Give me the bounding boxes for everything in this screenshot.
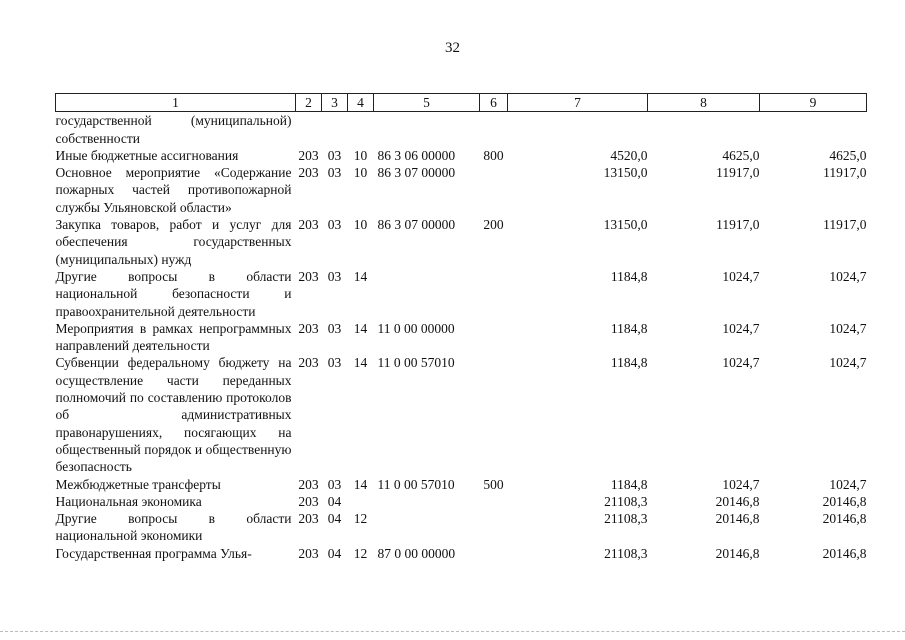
row-value-7: 21108,3 <box>604 493 648 509</box>
row-col-3: 04 <box>327 511 342 527</box>
row-col-4: 10 <box>353 217 368 233</box>
row-type-code <box>480 354 508 475</box>
row-col-2: 203 <box>298 165 319 181</box>
row-col-2: 203 <box>298 545 319 561</box>
row-name: Закупка товаров, работ и услуг для обеспечения государственных (муниципальных) нужд <box>55 217 292 267</box>
table-row <box>56 354 867 475</box>
header-col-8: 8 <box>648 94 760 112</box>
row-col-2: 203 <box>298 476 319 492</box>
row-col-4: 12 <box>353 545 368 561</box>
row-value-7: 21108,3 <box>604 545 648 561</box>
table-row <box>56 476 867 493</box>
row-col-2: 203 <box>298 217 319 233</box>
row-name: Другие вопросы в области национальной безопасности и правоохранительной деятельности <box>55 268 292 319</box>
row-value-7: 4520,0 <box>610 147 648 163</box>
row-col-4: 14 <box>353 320 368 336</box>
row-col-2: 203 <box>298 147 319 163</box>
row-value-7: 1184,8 <box>610 476 648 492</box>
row-col-4 <box>348 493 374 510</box>
table-row <box>56 493 867 510</box>
row-col-4: 10 <box>353 165 368 181</box>
table-row <box>56 216 867 268</box>
row-type-code: 200 <box>483 217 504 233</box>
row-target-code <box>374 112 480 147</box>
row-type-code <box>480 112 508 147</box>
row-target-code: 11 0 00 57010 <box>377 476 455 492</box>
header-col-6: 6 <box>480 94 508 112</box>
row-value-9: 20146,8 <box>822 545 867 561</box>
budget-table-container <box>55 93 867 562</box>
row-target-code: 86 3 07 00000 <box>377 165 456 181</box>
row-col-4 <box>348 112 374 147</box>
row-col-2 <box>296 112 322 147</box>
row-value-8: 20146,8 <box>715 511 760 527</box>
row-col-3: 03 <box>327 355 342 371</box>
row-col-3: 03 <box>327 268 342 284</box>
row-type-code <box>480 320 508 355</box>
row-target-code <box>374 268 480 320</box>
row-col-3: 03 <box>327 476 342 492</box>
header-col-7: 7 <box>508 94 648 112</box>
row-name: Государственная программа Улья- <box>55 545 252 561</box>
row-name: государственной (муниципальной) собственности <box>55 113 292 146</box>
row-target-code: 86 3 06 00000 <box>377 147 456 163</box>
row-value-7: 13150,0 <box>603 217 648 233</box>
row-col-4: 14 <box>353 268 368 284</box>
table-row <box>56 545 867 562</box>
row-target-code: 11 0 00 57010 <box>377 355 455 371</box>
row-value-9: 1024,7 <box>829 268 867 284</box>
row-name: Иные бюджетные ассигнования <box>55 147 239 163</box>
row-col-4: 14 <box>353 476 368 492</box>
row-value-9: 20146,8 <box>822 511 867 527</box>
row-col-4: 10 <box>353 147 368 163</box>
row-value-8: 1024,7 <box>722 355 760 371</box>
row-value-9: 4625,0 <box>829 147 867 163</box>
header-col-9: 9 <box>760 94 867 112</box>
row-target-code: 87 0 00 00000 <box>377 545 456 561</box>
page-number: 32 <box>445 40 460 56</box>
row-col-2: 203 <box>298 268 319 284</box>
row-col-3: 04 <box>327 493 342 509</box>
row-type-code <box>480 164 508 216</box>
row-name: Мероприятия в рамках непрограммных направлений деятельности <box>55 320 292 354</box>
row-value-8 <box>648 112 760 147</box>
row-value-8: 1024,7 <box>722 476 760 492</box>
row-value-9: 20146,8 <box>822 493 867 509</box>
row-value-8: 1024,7 <box>722 320 760 336</box>
row-value-9: 11917,0 <box>823 217 867 233</box>
row-type-code <box>480 268 508 320</box>
row-name: Субвенции федеральному бюджету на осуществление части переданных полномочий по составлению протоколов об административных правонарушениях, посягающих на общественный порядок и общественную безопасность <box>55 355 292 475</box>
row-col-3: 03 <box>327 147 342 163</box>
row-name: Межбюджетные трансферты <box>55 476 221 492</box>
row-value-7: 1184,8 <box>610 355 648 371</box>
row-col-4: 12 <box>353 511 368 527</box>
table-row <box>56 320 867 355</box>
row-type-code: 800 <box>483 147 504 163</box>
row-target-code: 86 3 07 00000 <box>377 217 456 233</box>
row-target-code: 11 0 00 00000 <box>377 320 455 336</box>
row-value-8: 11917,0 <box>716 217 760 233</box>
row-name: Основное мероприятие «Содержание пожарных частей противопожарной службы Ульяновской области» <box>55 165 292 215</box>
budget-table <box>55 93 867 562</box>
row-value-9: 1024,7 <box>829 320 867 336</box>
row-col-2: 203 <box>298 493 319 509</box>
row-name: Национальная экономика <box>55 493 202 509</box>
table-row <box>56 164 867 216</box>
row-type-code: 500 <box>483 476 504 492</box>
row-value-8: 4625,0 <box>722 147 760 163</box>
page-bottom-edge <box>0 631 905 632</box>
row-target-code <box>374 493 480 510</box>
row-col-3: 04 <box>327 545 342 561</box>
row-col-3 <box>322 112 348 147</box>
row-value-8: 1024,7 <box>722 268 760 284</box>
row-value-7: 1184,8 <box>610 320 648 336</box>
row-col-3: 03 <box>327 320 342 336</box>
row-value-8: 11917,0 <box>716 165 760 181</box>
header-col-3: 3 <box>322 94 348 112</box>
row-type-code <box>480 493 508 510</box>
row-value-8: 20146,8 <box>715 493 760 509</box>
row-value-9: 1024,7 <box>829 355 867 371</box>
header-col-1: 1 <box>56 94 296 112</box>
row-value-7 <box>508 112 648 147</box>
row-value-9: 1024,7 <box>829 476 867 492</box>
row-target-code <box>374 510 480 545</box>
header-col-5: 5 <box>374 94 480 112</box>
row-col-3: 03 <box>327 165 342 181</box>
row-col-2: 203 <box>298 511 319 527</box>
header-col-2: 2 <box>296 94 322 112</box>
header-row <box>56 94 867 112</box>
row-col-4: 14 <box>353 355 368 371</box>
row-col-3: 03 <box>327 217 342 233</box>
table-row <box>56 112 867 147</box>
row-col-2: 203 <box>298 320 319 336</box>
row-type-code <box>480 510 508 545</box>
row-col-2: 203 <box>298 355 319 371</box>
header-col-4: 4 <box>348 94 374 112</box>
row-name: Другие вопросы в области национальной экономики <box>55 511 292 544</box>
row-value-7: 13150,0 <box>603 165 648 181</box>
table-row <box>56 268 867 320</box>
row-value-9 <box>760 112 867 147</box>
row-value-8: 20146,8 <box>715 545 760 561</box>
row-value-9: 11917,0 <box>823 165 867 181</box>
row-value-7: 1184,8 <box>610 268 648 284</box>
row-type-code <box>480 545 508 562</box>
row-value-7: 21108,3 <box>604 511 648 527</box>
table-row <box>56 510 867 545</box>
table-row <box>56 147 867 164</box>
